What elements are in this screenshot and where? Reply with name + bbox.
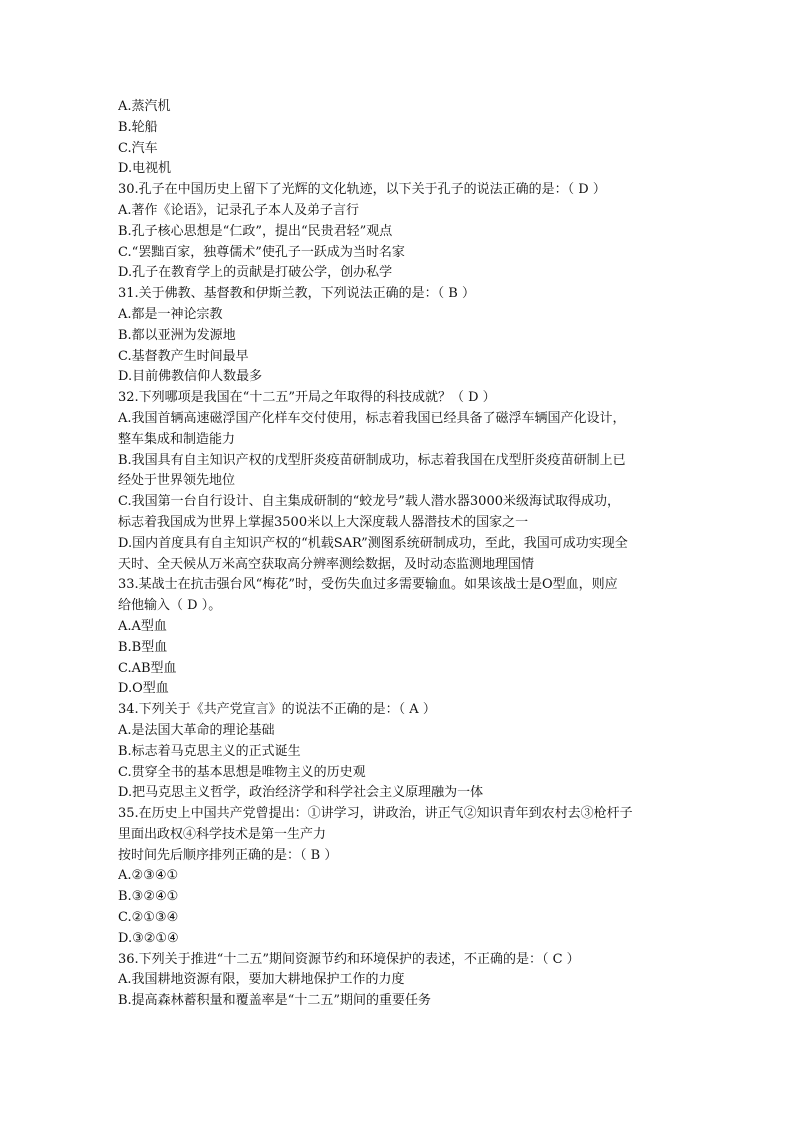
text-line: D.③②①④ [118, 930, 179, 946]
text-line: 整车集成和制造能力 [118, 431, 236, 447]
text-line: C.②①③④ [118, 910, 179, 926]
text-line: 31.关于佛教、基督教和伊斯兰教，下列说法正确的是：（ B ） [118, 286, 475, 302]
text-line: B.都以亚洲为发源地 [118, 327, 236, 343]
text-line: C.基督教产生时间最早 [118, 348, 249, 364]
text-line: C.AB型血 [118, 660, 177, 676]
text-line: B.标志着马克思主义的正式诞生 [118, 743, 301, 759]
text-line: 天时、全天候从万米高空获取高分辨率测绘数据，及时动态监测地理国情 [118, 556, 535, 572]
text-line: 35.在历史上中国共产党曾提出：①讲学习，讲政治，讲正气②知识青年到农村去③枪杆子 [118, 806, 633, 822]
text-line: D.电视机 [118, 161, 172, 177]
text-line: 经处于世界领先地位 [118, 473, 236, 489]
text-line: D.目前佛教信仰人数最多 [118, 369, 263, 385]
text-line: C.“罢黜百家，独尊儒术”使孔子一跃成为当时名家 [118, 244, 405, 260]
text-line: 36.下列关于推进“十二五”期间资源节约和环境保护的表述，不正确的是：（ C ） [118, 951, 580, 967]
text-line: 34.下列关于《共产党宣言》的说法不正确的是：（ A ） [118, 702, 436, 718]
text-line: B.孔子核心思想是“仁政”，提出“民贵君轻”观点 [118, 223, 393, 239]
text-line: D.国内首度具有自主知识产权的“机载SAR”测图系统研制成功，至此，我国可成功实现全 [118, 535, 628, 551]
text-line: B.我国具有自主知识产权的戊型肝炎疫苗研制成功，标志着我国在戊型肝炎疫苗研制上已 [118, 452, 626, 468]
text-line: A.著作《论语》，记录孔子本人及弟子言行 [118, 202, 360, 218]
text-line: B.提高森林蓄积量和覆盖率是“十二五”期间的重要任务 [118, 993, 431, 1009]
text-line: C.汽车 [118, 140, 158, 156]
document-body [118, 97, 688, 1012]
text-line: D.O型血 [118, 681, 169, 697]
text-line: 按时间先后顺序排列正确的是：（ B ） [118, 847, 338, 863]
text-line: D.孔子在教育学上的贡献是打破公学，创办私学 [118, 265, 393, 281]
text-line: 33.某战士在抗击强台风“梅花”时，受伤失血过多需要输血。如果该战士是O型血，则应 [118, 577, 618, 593]
text-line: B.B型血 [118, 639, 168, 655]
text-line: 里面出政权④科学技术是第一生产力 [118, 826, 327, 842]
text-line: A.A型血 [118, 618, 167, 634]
text-line: C.贯穿全书的基本思想是唯物主义的历史观 [118, 764, 366, 780]
text-line: A.②③④① [118, 868, 179, 884]
text-line: A.是法国大革命的理论基础 [118, 722, 275, 738]
text-line: A.我国首辆高速磁浮国产化样车交付使用，标志着我国已经具备了磁浮车辆国产化设计， [118, 410, 626, 426]
text-line: 给他输入（ D ）。 [118, 598, 222, 614]
text-line: A.都是一神论宗教 [118, 306, 223, 322]
text-line: A.我国耕地资源有限，要加大耕地保护工作的力度 [118, 972, 405, 988]
text-line: B.③②④① [118, 889, 179, 905]
text-line: D.把马克思主义哲学，政治经济学和科学社会主义原理融为一体 [118, 785, 484, 801]
text-line: 30.孔子在中国历史上留下了光辉的文化轨迹，以下关于孔子的说法正确的是：（ D ） [118, 182, 606, 198]
text-line: B.轮船 [118, 119, 158, 135]
text-line: 32.下列哪项是我国在“十二五”开局之年取得的科技成就？（ D ） [118, 390, 496, 406]
text-line: A.蒸汽机 [118, 99, 171, 114]
text-line: 标志着我国成为世界上掌握3500米以上大深度载人器潜技术的国家之一 [118, 514, 529, 530]
text-line: C.我国第一台自行设计、自主集成研制的“蛟龙号”载人潜水器3000米级海试取得成功， [118, 494, 620, 510]
